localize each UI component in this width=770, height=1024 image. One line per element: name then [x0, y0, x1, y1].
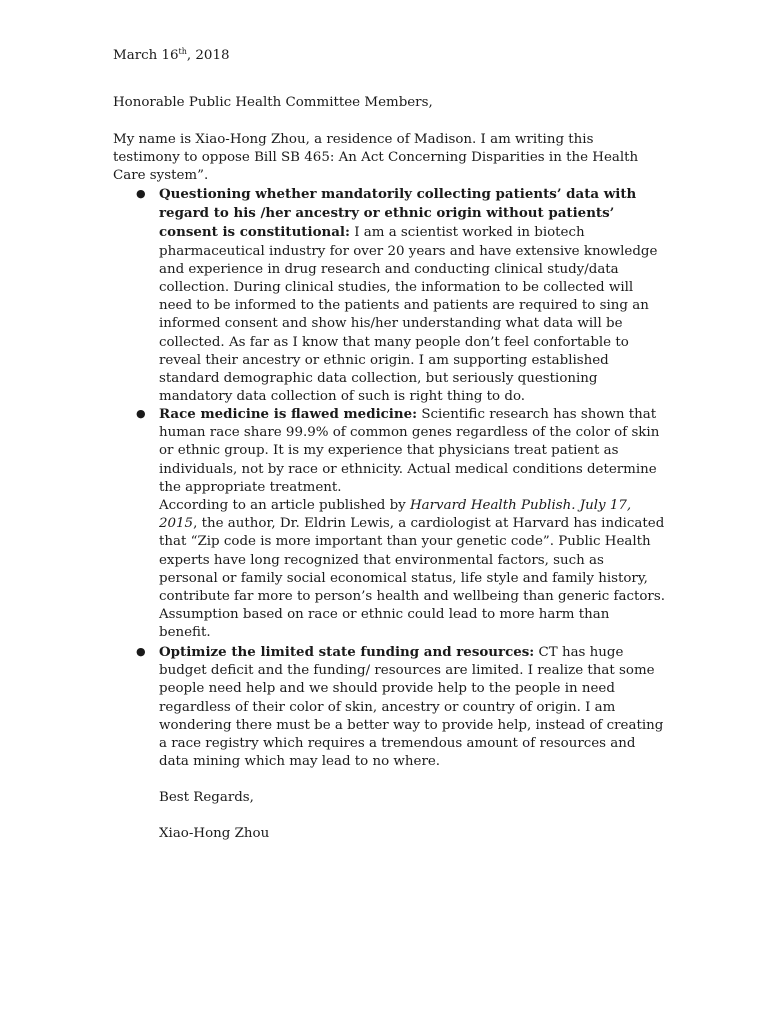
bullet-heading: Questioning whether mandatorily collecting patients’ data with regard to his /her ancestry or ethnic origin without patients’ consent is constitutional:	[159, 186, 637, 241]
bullet-body: I am a scientist worked in biotech pharmaceutical industry for over 20 years and have extensive knowledge and experience in drug research and conducting clinical study/data collection. During clinical studies, the information to be collected will need to be informed to the patients and patients are required to sing an informed consent and show his/her understanding what data will be collected. As far as I know that many people don’t feel confortable to reveal their ancestry or ethnic origin. I am supporting established standard demographic data collection, but seriously questioning mandatory data collection of such is right thing to do.	[159, 225, 658, 405]
bullet-heading: Race medicine is flawed medicine:	[159, 406, 418, 422]
letter-date	[113, 47, 229, 65]
closing: Best Regards,	[159, 790, 254, 805]
bullet-dot-icon: ●	[136, 407, 146, 420]
salutation: Honorable Public Health Committee Members,	[113, 95, 433, 110]
para-start: According to an article published by	[159, 498, 410, 514]
bullet-dot-icon: ●	[136, 187, 146, 200]
citation: Harvard Health Publish. July 17, 2015	[159, 498, 632, 532]
bullet-paragraph	[159, 185, 665, 406]
bullet-item-funding	[136, 643, 665, 771]
bullet-body: Scientific research has shown that human race share 99.9% of common genes regardless of the color of skin or ethnic group. It is my experience that physicians treat patient as individuals, not by race or ethnicity. Actual medical conditions determine the appropriate treatment.	[159, 407, 660, 495]
date-year: , 2018	[186, 48, 230, 63]
bullet-paragraph-second	[159, 497, 665, 643]
bullet-item-race-medicine	[136, 405, 665, 643]
date-day: March 16	[113, 48, 179, 63]
date-ordinal: th	[178, 47, 187, 56]
bullet-heading: Optimize the limited state funding and resources:	[159, 644, 535, 660]
bullet-item-constitutional	[136, 185, 665, 406]
signature: Xiao-Hong Zhou	[159, 826, 270, 841]
intro-paragraph: My name is Xiao-Hong Zhou, a residence of Madison. I am writing this testimony to oppose Bill SB 465: An Act Concerning Disparities in the Health Care system”.	[113, 132, 639, 184]
bullet-paragraph	[159, 405, 665, 497]
bullet-paragraph	[159, 643, 665, 771]
bullet-body: CT has huge budget deficit and the funding/ resources are limited. I realize that some people need help and we should provide help to the people in need regardless of their color of skin, ancestry or country of origin. I am wondering there must be a better way to provide help, instead of creating a race registry which requires a tremendous amount of resources and data mining which may lead to no where.	[159, 645, 664, 770]
para-end: , the author, Dr. Eldrin Lewis, a cardiologist at Harvard has indicated that “Zip code is more important than your genetic code”. Public Health experts have long recognized that environmental factors, such as personal or family social economical status, life style and family history, contribute far more to person’s health and wellbeing than generic factors. Assumption based on race or ethnic could lead to more harm than benefit.	[159, 516, 665, 641]
bullet-dot-icon: ●	[136, 645, 146, 658]
